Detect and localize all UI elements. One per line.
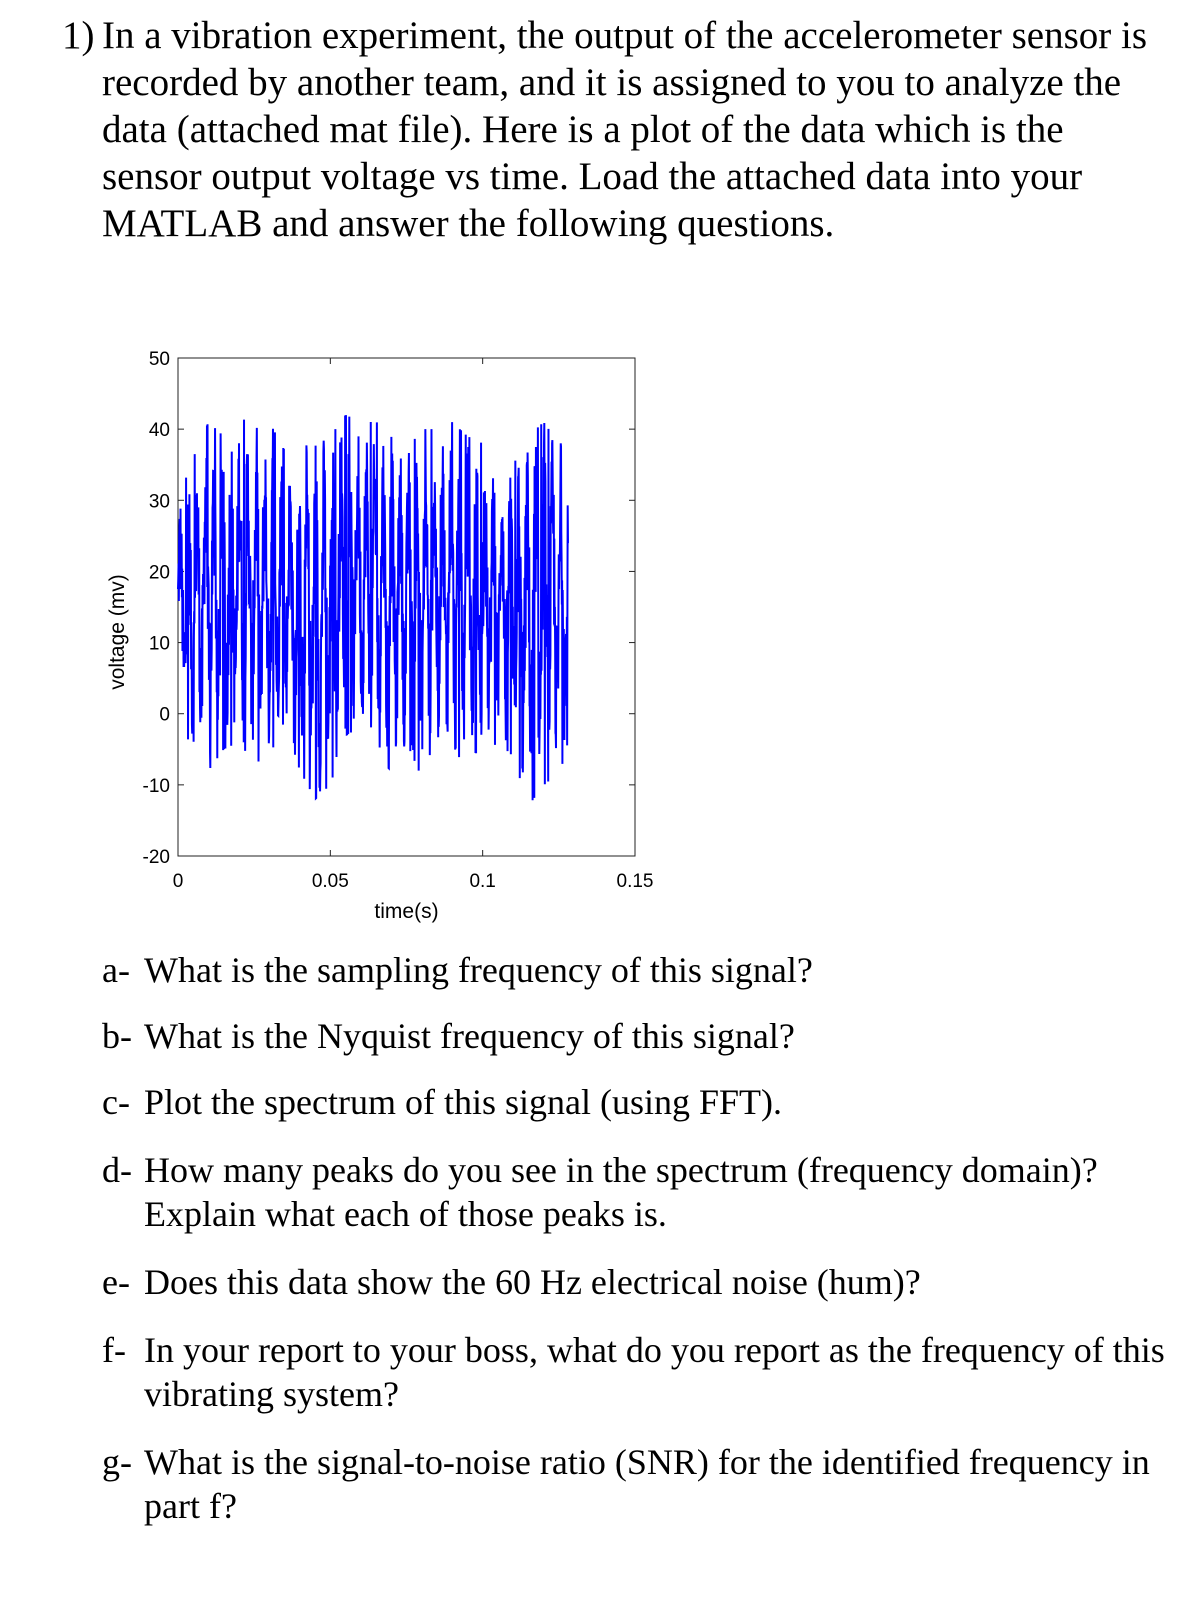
question-label: c- bbox=[102, 1082, 130, 1122]
question-label: e- bbox=[102, 1262, 130, 1302]
question-label: b- bbox=[102, 1016, 132, 1056]
x-tick-label: 0.05 bbox=[311, 871, 349, 892]
question-text: Does this data show the 60 Hz electrical noise (hum)? bbox=[144, 1262, 921, 1302]
question-text: What is the Nyquist frequency of this signal? bbox=[144, 1016, 795, 1056]
question-c bbox=[102, 1080, 1172, 1124]
question-label: f- bbox=[102, 1330, 126, 1370]
question-text: What is the signal-to-noise ratio (SNR) for the identified frequency in part f? bbox=[144, 1442, 1150, 1526]
question-a bbox=[102, 948, 1172, 992]
question-label: d- bbox=[102, 1150, 132, 1190]
problem-text: In a vibration experiment, the output of the accelerometer sensor is recorded by another team, and it is assigned to you to analyze the data (attached mat file). Here is a plot of the data which is the sensor output voltage vs time. Load the attached data into your MATLAB and answer the following questions. bbox=[102, 14, 1148, 245]
question-g bbox=[102, 1440, 1172, 1528]
question-text: Plot the spectrum of this signal (using FFT). bbox=[144, 1082, 782, 1122]
x-tick-label: 0.1 bbox=[469, 871, 496, 892]
x-tick-label: 0.15 bbox=[616, 871, 654, 892]
problem-statement bbox=[62, 12, 1162, 247]
question-f bbox=[102, 1328, 1172, 1416]
y-tick-label: -20 bbox=[142, 847, 170, 868]
question-b bbox=[102, 1014, 1172, 1058]
x-tick-label: 0 bbox=[172, 871, 184, 892]
question-text: In your report to your boss, what do you report as the frequency of this vibrating system? bbox=[144, 1330, 1165, 1414]
question-text: How many peaks do you see in the spectrum (frequency domain)? Explain what each of those peaks is. bbox=[144, 1150, 1098, 1234]
series-line bbox=[178, 415, 568, 800]
voltage-time-chart bbox=[0, 330, 760, 930]
question-label: g- bbox=[102, 1442, 132, 1482]
y-tick-label: 50 bbox=[148, 349, 170, 370]
y-tick-label: 20 bbox=[148, 562, 170, 584]
plot-layer bbox=[106, 349, 653, 923]
x-axis-label: time(s) bbox=[374, 900, 439, 923]
question-d bbox=[102, 1148, 1172, 1236]
y-tick-label: 30 bbox=[148, 491, 170, 513]
problem-number: 1) bbox=[62, 14, 95, 57]
question-label: a- bbox=[102, 950, 130, 990]
y-tick-label: 0 bbox=[159, 704, 170, 726]
y-tick-label: -10 bbox=[142, 775, 170, 797]
y-axis-label: voltage (mv) bbox=[106, 574, 129, 690]
y-tick-label: 40 bbox=[148, 420, 170, 442]
question-e bbox=[102, 1260, 1172, 1304]
y-tick-label: 10 bbox=[148, 633, 170, 655]
question-text: What is the sampling frequency of this signal? bbox=[144, 950, 813, 990]
